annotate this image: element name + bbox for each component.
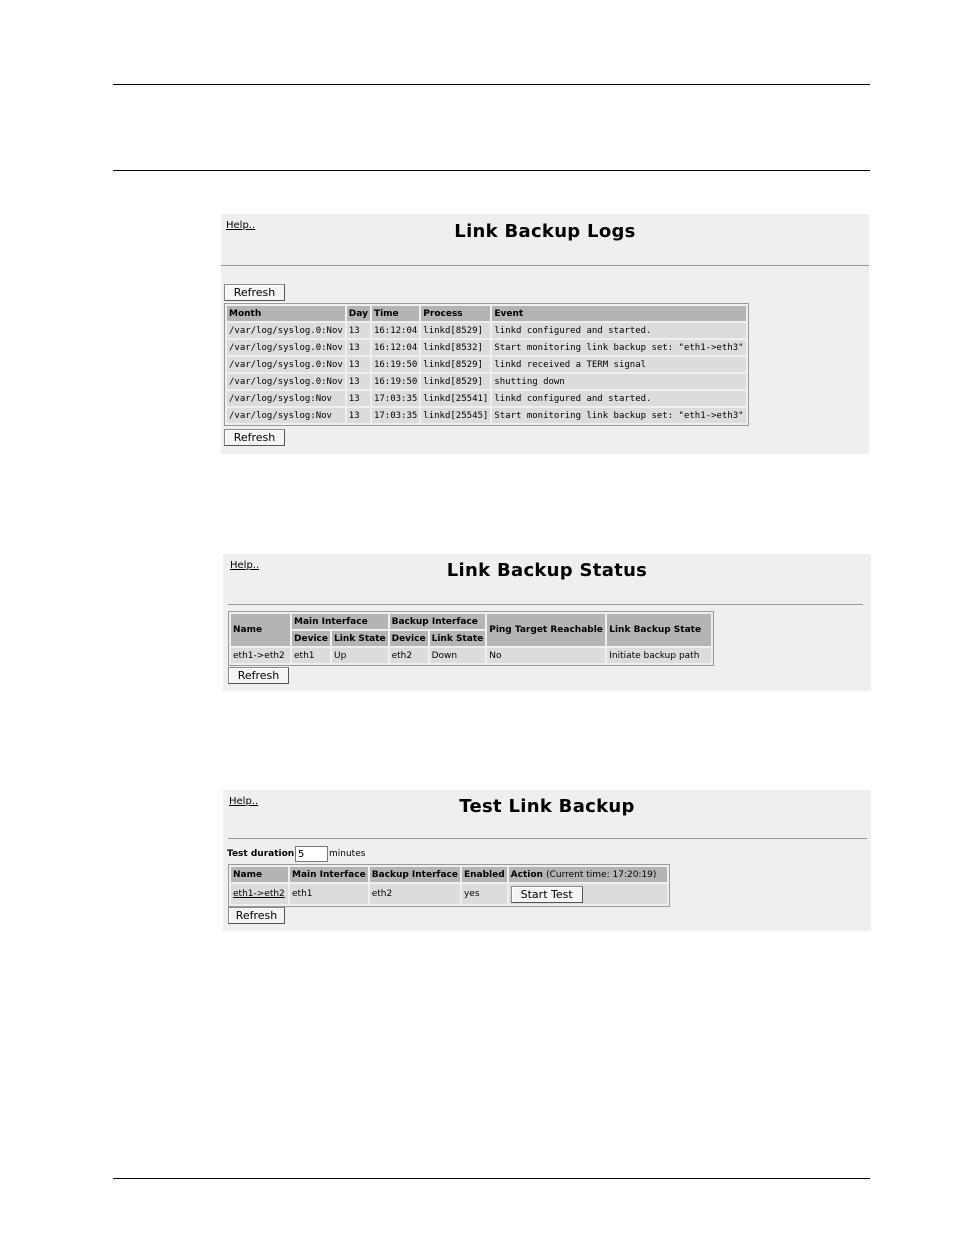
test-duration-input[interactable] bbox=[295, 846, 328, 862]
cell-process: linkd[25541] bbox=[421, 391, 490, 406]
col-main-interface: Main Interface bbox=[292, 614, 388, 629]
status-refresh-button[interactable]: Refresh bbox=[228, 667, 289, 684]
status-header-row-1 bbox=[231, 614, 711, 629]
link-set-name-link[interactable]: eth1->eth2 bbox=[233, 889, 285, 899]
cell-event: linkd configured and started. bbox=[492, 391, 745, 406]
cell-month: /var/log/syslog.0:Nov bbox=[227, 340, 345, 355]
status-panel bbox=[223, 554, 871, 691]
table-row bbox=[227, 391, 746, 406]
col-main-interface: Main Interface bbox=[290, 867, 368, 882]
cell-time: 17:03:35 bbox=[372, 391, 419, 406]
cell-process: linkd[8529] bbox=[421, 374, 490, 389]
col-backup-link-state: Link State bbox=[430, 631, 486, 646]
col-action bbox=[509, 867, 667, 882]
col-backup-device: Device bbox=[390, 631, 428, 646]
cell-process: linkd[8532] bbox=[421, 340, 490, 355]
col-enabled: Enabled bbox=[462, 867, 507, 882]
test-title-separator bbox=[228, 838, 867, 839]
test-help-link[interactable]: Help.. bbox=[229, 796, 259, 807]
logs-header-row bbox=[227, 306, 746, 321]
cell-ping-target: No bbox=[487, 648, 605, 663]
col-name: Name bbox=[231, 867, 288, 882]
cell-backup-interface: eth2 bbox=[370, 884, 460, 904]
table-row bbox=[227, 374, 746, 389]
cell-event: Start monitoring link backup set: "eth1->eth3" bbox=[492, 408, 745, 423]
cell-enabled: yes bbox=[462, 884, 507, 904]
cell-time: 16:19:50 bbox=[372, 357, 419, 372]
cell-day: 13 bbox=[347, 340, 370, 355]
col-action-label: Action bbox=[510, 869, 543, 880]
col-month: Month bbox=[227, 306, 345, 321]
logs-table bbox=[224, 303, 749, 426]
logs-help-link[interactable]: Help.. bbox=[226, 220, 256, 231]
cell-link-backup-state: Initiate backup path bbox=[607, 648, 711, 663]
col-main-link-state: Link State bbox=[332, 631, 388, 646]
col-backup-interface: Backup Interface bbox=[370, 867, 460, 882]
footer-rule bbox=[113, 1178, 870, 1179]
cell-time: 16:19:50 bbox=[372, 374, 419, 389]
test-table bbox=[228, 864, 670, 907]
col-event: Event bbox=[492, 306, 745, 321]
cell-time: 16:12:04 bbox=[372, 323, 419, 338]
col-main-device: Device bbox=[292, 631, 330, 646]
cell-event: shutting down bbox=[492, 374, 745, 389]
start-test-button[interactable]: Start Test bbox=[511, 886, 583, 903]
current-time-label: (Current time: 17:20:19) bbox=[546, 869, 657, 880]
cell-process: linkd[25545] bbox=[421, 408, 490, 423]
cell-day: 13 bbox=[347, 391, 370, 406]
table-row bbox=[231, 884, 667, 904]
cell-main-interface: eth1 bbox=[290, 884, 368, 904]
status-table bbox=[228, 611, 714, 666]
cell-month: /var/log/syslog.0:Nov bbox=[227, 374, 345, 389]
cell-event: linkd received a TERM signal bbox=[492, 357, 745, 372]
test-refresh-button[interactable]: Refresh bbox=[228, 907, 285, 924]
header-rule-bottom bbox=[113, 170, 870, 171]
cell-day: 13 bbox=[347, 357, 370, 372]
table-row bbox=[231, 648, 711, 663]
col-backup-interface: Backup Interface bbox=[390, 614, 486, 629]
table-row bbox=[227, 408, 746, 423]
logs-refresh-bottom-button[interactable]: Refresh bbox=[224, 429, 285, 446]
cell-process: linkd[8529] bbox=[421, 357, 490, 372]
test-title: Test Link Backup bbox=[459, 796, 635, 817]
cell-time: 17:03:35 bbox=[372, 408, 419, 423]
cell-event: Start monitoring link backup set: "eth1->eth3" bbox=[492, 340, 745, 355]
table-row bbox=[227, 357, 746, 372]
cell-time: 16:12:04 bbox=[372, 340, 419, 355]
status-title: Link Backup Status bbox=[446, 560, 648, 581]
col-process: Process bbox=[421, 306, 490, 321]
col-time: Time bbox=[372, 306, 419, 321]
cell-action bbox=[509, 884, 667, 904]
col-name: Name bbox=[231, 614, 290, 646]
logs-refresh-top-button[interactable]: Refresh bbox=[224, 284, 285, 301]
cell-day: 13 bbox=[347, 323, 370, 338]
cell-month: /var/log/syslog:Nov bbox=[227, 391, 345, 406]
cell-main-device: eth1 bbox=[292, 648, 330, 663]
table-row bbox=[227, 340, 746, 355]
header-rule-top bbox=[113, 84, 870, 85]
test-header-row bbox=[231, 867, 667, 882]
cell-name bbox=[231, 884, 288, 904]
test-panel bbox=[223, 790, 871, 931]
cell-event: linkd configured and started. bbox=[492, 323, 745, 338]
cell-backup-device: eth2 bbox=[390, 648, 428, 663]
col-link-backup-state: Link Backup State bbox=[607, 614, 711, 646]
table-row bbox=[227, 323, 746, 338]
cell-month: /var/log/syslog:Nov bbox=[227, 408, 345, 423]
col-ping-target: Ping Target Reachable bbox=[487, 614, 605, 646]
logs-title: Link Backup Logs bbox=[454, 221, 636, 242]
cell-day: 13 bbox=[347, 374, 370, 389]
cell-main-link-state: Up bbox=[332, 648, 388, 663]
cell-process: linkd[8529] bbox=[421, 323, 490, 338]
status-help-link[interactable]: Help.. bbox=[230, 560, 260, 571]
cell-name: eth1->eth2 bbox=[231, 648, 290, 663]
test-duration-label: Test duration bbox=[227, 849, 295, 859]
test-duration-unit: minutes bbox=[329, 849, 366, 859]
status-title-separator bbox=[228, 604, 863, 605]
col-day: Day bbox=[347, 306, 370, 321]
logs-title-separator bbox=[221, 265, 869, 266]
cell-backup-link-state: Down bbox=[430, 648, 486, 663]
logs-panel bbox=[221, 214, 869, 454]
cell-month: /var/log/syslog.0:Nov bbox=[227, 357, 345, 372]
cell-month: /var/log/syslog.0:Nov bbox=[227, 323, 345, 338]
cell-day: 13 bbox=[347, 408, 370, 423]
